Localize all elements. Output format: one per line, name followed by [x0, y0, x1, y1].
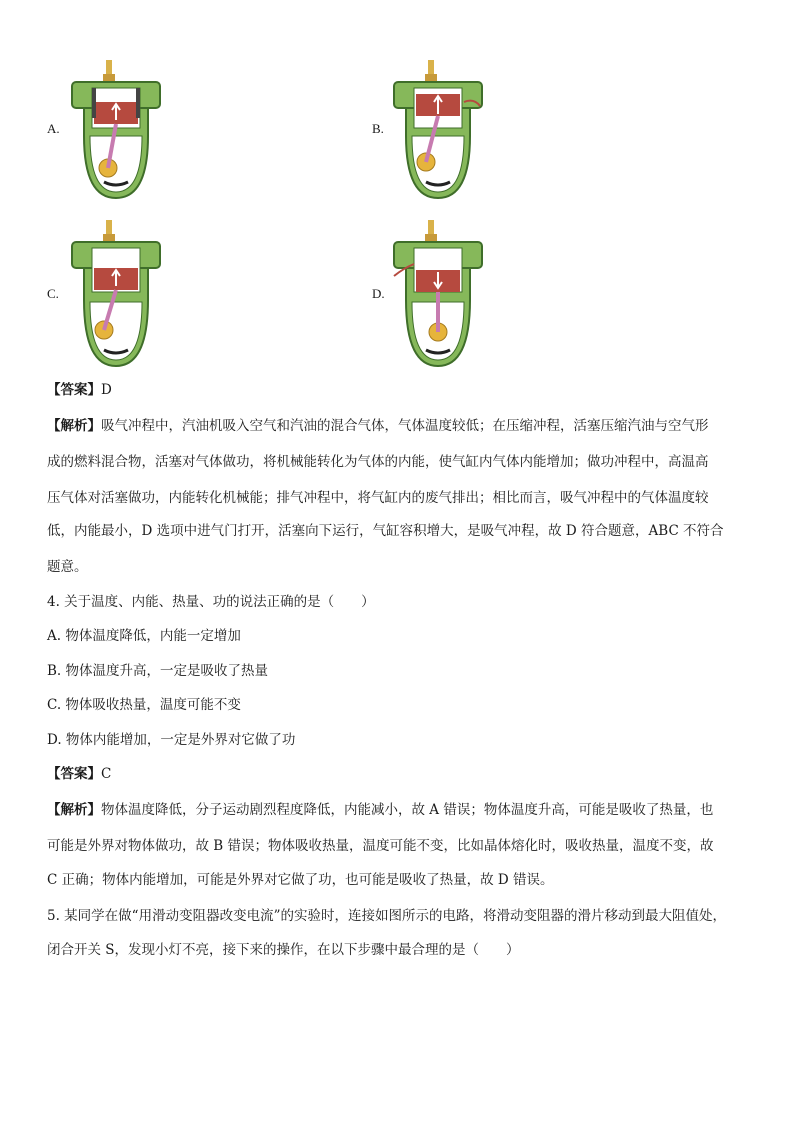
engine-diagram-a: [68, 58, 164, 200]
q3-answer: [47, 380, 112, 400]
engine-compression: [72, 60, 160, 198]
engine-intake: [394, 220, 482, 366]
q3-analysis-line: 题意。: [47, 559, 88, 575]
spark-plug-icon: [106, 220, 112, 236]
option-label-d: D.: [372, 286, 385, 301]
q4-option-c: C. 物体吸收热量，温度可能不变: [47, 697, 241, 713]
q4-analysis-line: 可能是外界对物体做功，故 B 错误；物体吸收热量，温度可能不变，比如晶体熔化时，吸收热量，温度不变，故: [47, 838, 714, 854]
answer-tag: 【答案】: [47, 382, 101, 398]
q3-analysis-line: 压气体对活塞做功，内能转化机械能；排气冲程中，将气缸内的废气排出；相比而言，吸气冲程中的气体温度较: [47, 490, 709, 506]
q4-option-b: B. 物体温度升高，一定是吸收了热量: [47, 663, 269, 679]
engine-diagram-c: [68, 218, 164, 368]
q3-analysis-line: 低，内能最小，D 选项中进气门打开，活塞向下运行，气缸容积增大，是吸气冲程，故 D 符合题意，ABC 不符合: [47, 523, 724, 539]
spark-plug-icon: [106, 60, 112, 76]
q3-analysis-line: 【解析】吸气冲程中，汽油机吸入空气和汽油的混合气体，气体温度较低；在压缩冲程，活塞压缩汽油与空气形: [47, 418, 709, 434]
answer-value: C: [101, 766, 112, 782]
option-label-c: C.: [47, 286, 59, 301]
analysis-tag: 【解析】: [47, 802, 101, 818]
option-label-b: B.: [372, 121, 384, 136]
spark-plug-icon: [428, 60, 434, 76]
q4-answer: [47, 764, 111, 784]
engine-diagram-b: [390, 58, 486, 200]
q5-stem-line: 5. 某同学在做“用滑动变阻器改变电流”的实验时，连接如图所示的电路，将滑动变阻器的滑片移动到最大阻值处，: [47, 908, 726, 924]
q5-stem-line: 闭合开关 S，发现小灯不亮，接下来的操作，在以下步骤中最合理的是（ ）: [47, 942, 520, 958]
q3-analysis-line: 成的燃料混合物，活塞对气体做功，将机械能转化为气体的内能，使气缸内气体内能增加；做功冲程中，高温高: [47, 454, 709, 470]
q4-analysis-line: 【解析】物体温度降低，分子运动剧烈程度降低，内能减小，故 A 错误；物体温度升高，可能是吸收了热量，也: [47, 802, 714, 818]
engine-diagram-d: [390, 218, 486, 368]
q4-option-d: D. 物体内能增加，一定是外界对它做了功: [47, 732, 296, 748]
engine-power: [72, 220, 160, 366]
answer-tag: 【答案】: [47, 766, 101, 782]
q4-option-a: A. 物体温度降低，内能一定增加: [47, 628, 241, 644]
analysis-tag: 【解析】: [47, 418, 101, 434]
q4-stem: 4. 关于温度、内能、热量、功的说法正确的是（ ）: [47, 594, 375, 610]
engine-exhaust: [394, 60, 482, 198]
spark-plug-icon: [428, 220, 434, 236]
option-label-a: A.: [47, 121, 60, 136]
answer-value: D: [101, 382, 112, 398]
q4-analysis-line: C 正确；物体内能增加，可能是外界对它做了功，也可能是吸收了热量，故 D 错误。: [47, 872, 554, 888]
